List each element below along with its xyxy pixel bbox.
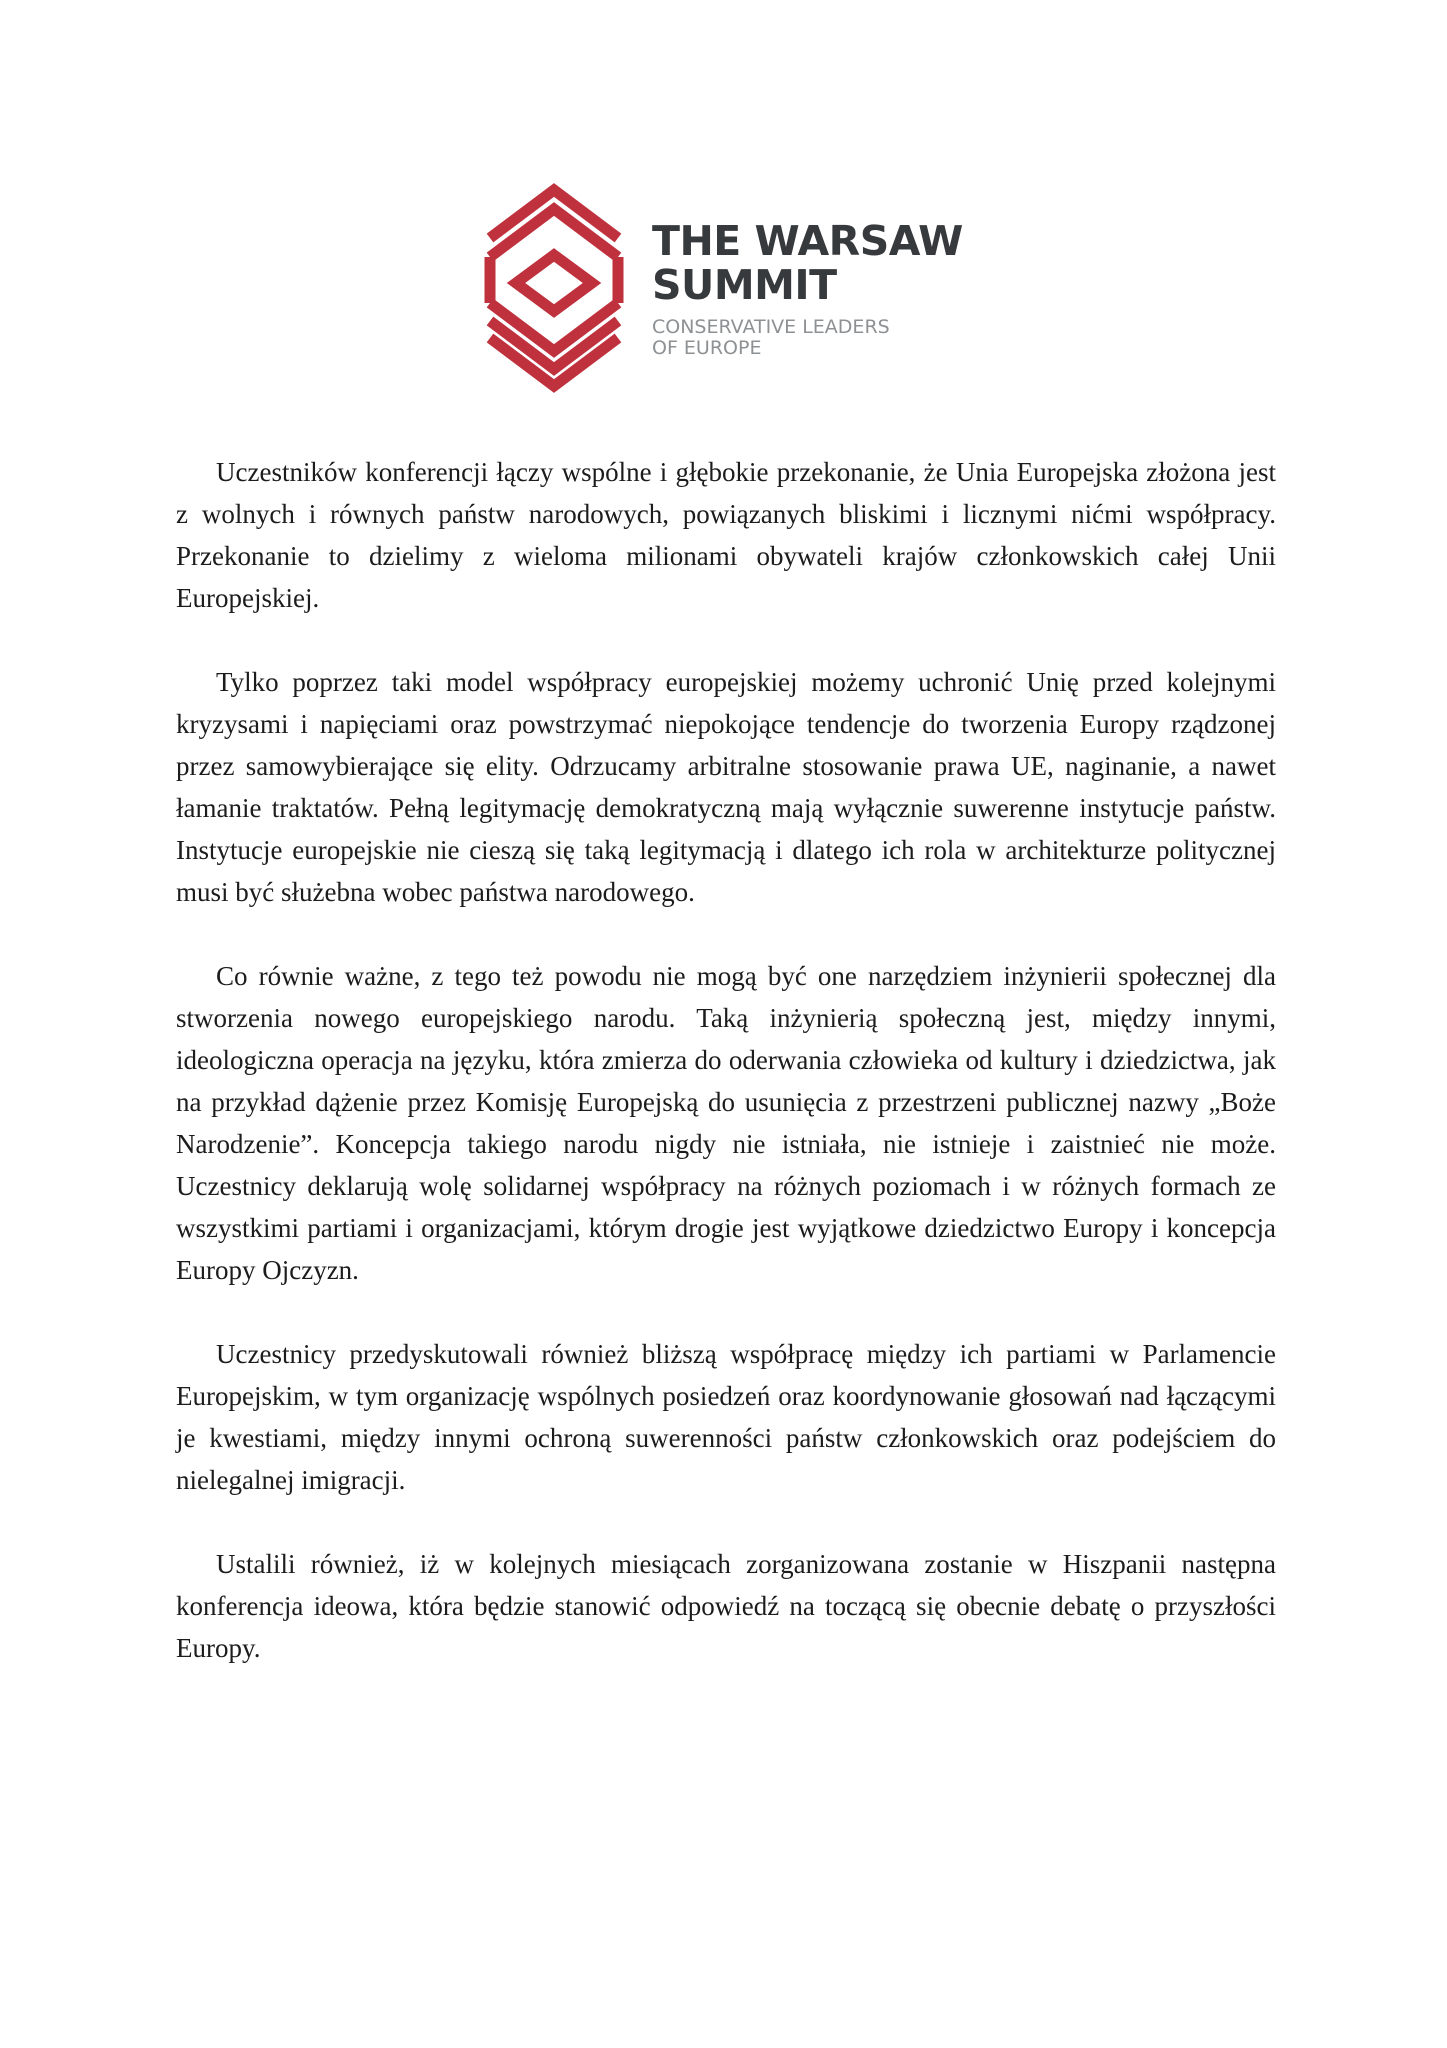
brand-subtitle bbox=[652, 317, 1002, 359]
document-header bbox=[484, 183, 1004, 393]
brand-subtitle-line-1: CONSERVATIVE LEADERS bbox=[652, 316, 890, 338]
brand-title bbox=[652, 219, 1002, 307]
document-body bbox=[176, 451, 1276, 1711]
paragraph: Uczestników konferencji łączy wspólne i głębokie przekonanie, że Unia Europejska złożona jest z wolnych i równych państw narodowych, powiązanych bliskimi i licznymi nićmi współpracy. Przekonanie to dzielimy z wieloma milionami obywateli krajów członkowskich całej Unii Europejskiej. bbox=[176, 457, 1276, 613]
paragraph: Tylko poprzez taki model współpracy europejskiej możemy uchronić Unię przed kolejnymi kryzysami i napięciami oraz powstrzymać niepokojące tendencje do tworzenia Europy rządzonej przez samowybierające się elity. Odrzucamy arbitralne stosowanie prawa UE, naginanie, a nawet łamanie traktatów. Pełną legitymację demokratyczną mają wyłącznie suwerenne instytucje państw. Instytucje europejskie nie cieszą się taką legitymacją i dlatego ich rola w architekturze politycznej musi być służebna wobec państwa narodowego. bbox=[176, 667, 1276, 907]
brand-title-line-2: SUMMIT bbox=[652, 261, 837, 309]
warsaw-summit-chevron-icon bbox=[484, 183, 624, 393]
paragraph: Ustalili również, iż w kolejnych miesiącach zorganizowana zostanie w Hiszpanii następna konferencja ideowa, która będzie stanowić odpowiedź na toczącą się obecnie debatę o przyszłości Europy. bbox=[176, 1549, 1276, 1663]
brand-subtitle-line-2: OF EUROPE bbox=[652, 337, 762, 359]
brand-title-line-1: THE WARSAW bbox=[652, 217, 963, 265]
paragraph: Uczestnicy przedyskutowali również bliższą współpracę między ich partiami w Parlamencie Europejskim, w tym organizację wspólnych posiedzeń oraz koordynowanie głosowań nad łączącymi je kwestiami, między innymi ochroną suwerenności państw członkowskich oraz podejściem do nielegalnej imigracji. bbox=[176, 1339, 1276, 1495]
paragraph: Co równie ważne, z tego też powodu nie mogą być one narzędziem inżynierii społecznej dla stworzenia nowego europejskiego narodu. Taką inżynierią społeczną jest, między innymi, ideologiczna operacja na języku, która zmierza do oderwania człowieka od kultury i dziedzictwa, jak na przykład dążenie przez Komisję Europejską do usunięcia z przestrzeni publicznej nazwy „Boże Narodzenie”. Koncepcja takiego narodu nigdy nie istniała, nie istnieje i zaistnieć nie może. Uczestnicy deklarują wolę solidarnej współpracy na różnych poziomach i w różnych formach ze wszystkimi partiami i organizacjami, którym drogie jest wyjątkowe dziedzictwo Europy i koncepcja Europy Ojczyzn. bbox=[176, 961, 1276, 1285]
brand-block bbox=[652, 219, 1002, 359]
